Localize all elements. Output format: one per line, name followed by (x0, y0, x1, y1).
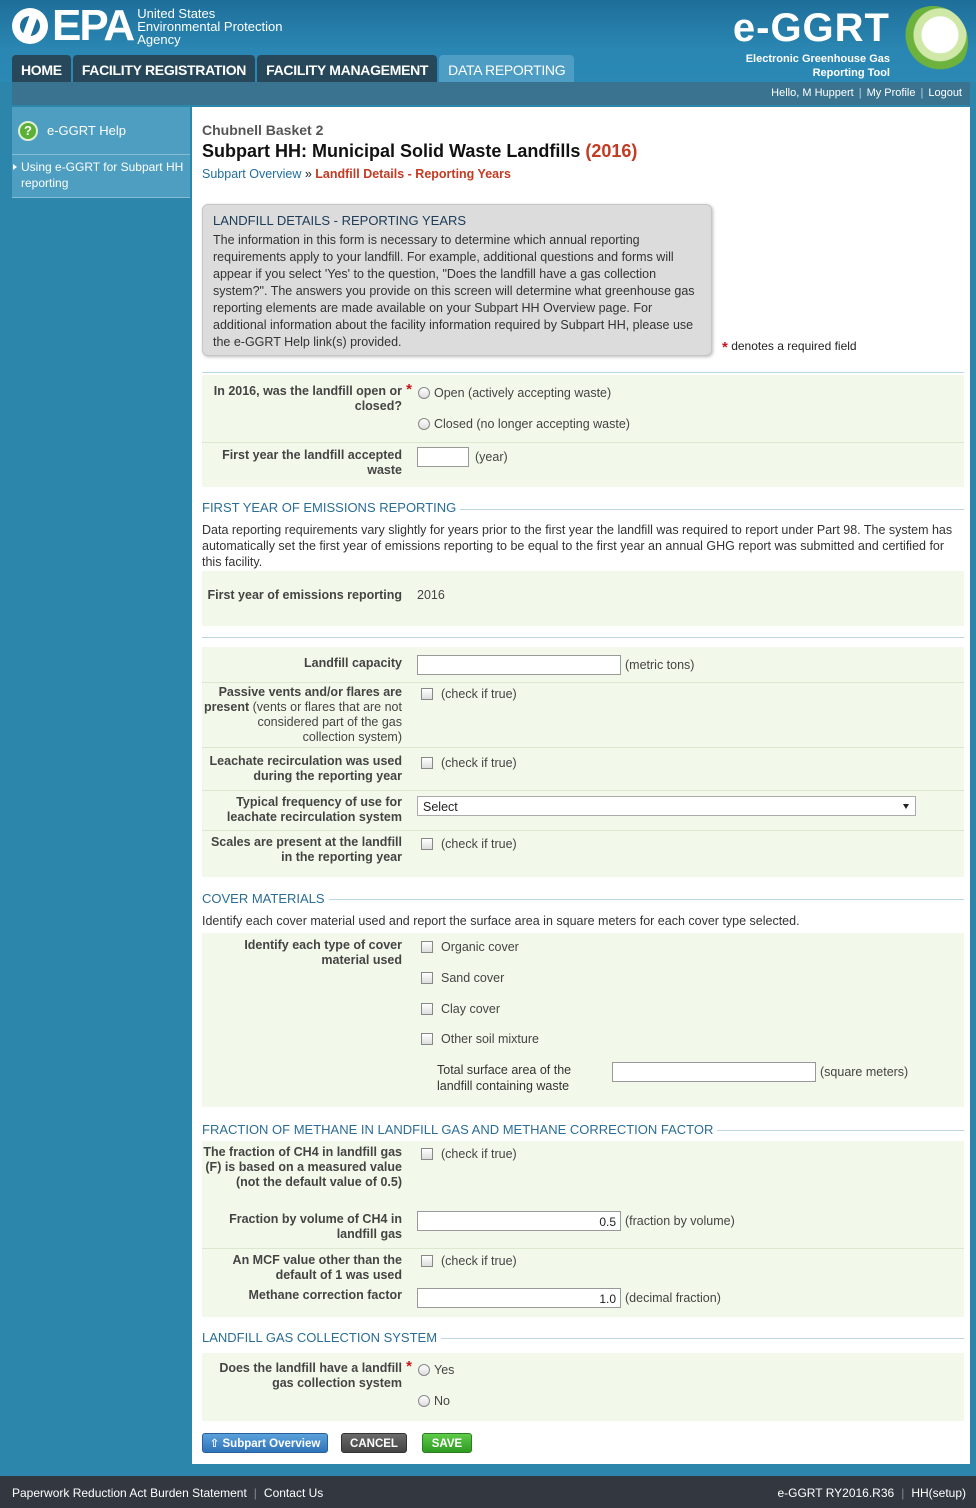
help-title: e-GGRT Help (47, 123, 126, 138)
hello-text: Hello, M Huppert (771, 87, 854, 99)
surface-area-label: Total surface area of the landfill containing waste (437, 1063, 572, 1093)
nav-tab-data-reporting[interactable]: DATA REPORTING (439, 55, 574, 83)
passive-vents-label (202, 685, 402, 745)
eggrt-logo-text: e-GGRT (732, 6, 890, 50)
radio-no-label: No (434, 1394, 450, 1408)
surface-area-input[interactable] (612, 1062, 816, 1082)
ch4-fraction-input[interactable]: 0.5 (417, 1211, 621, 1231)
required-note-text: denotes a required field (731, 339, 857, 353)
section-title-cover: COVER MATERIALS (202, 891, 329, 906)
info-box-title: LANDFILL DETAILS - REPORTING YEARS (213, 213, 467, 228)
checkbox[interactable] (421, 757, 433, 769)
help-header[interactable] (12, 107, 190, 155)
row-divider (202, 682, 964, 683)
frequency-select[interactable]: Select (417, 796, 916, 816)
breadcrumb-subpart-overview[interactable]: Subpart Overview (202, 167, 302, 181)
checkbox-label: (check if true) (441, 837, 517, 851)
divider (202, 372, 964, 373)
leachate-checkbox[interactable] (421, 756, 517, 770)
checkbox-label: Organic cover (441, 940, 519, 954)
ch4-fraction-label: Fraction by volume of CH4 in landfill gas (229, 1212, 402, 1241)
checkbox[interactable] (421, 972, 433, 984)
checkbox[interactable] (421, 941, 433, 953)
cover-type-label: Identify each type of cover material used (244, 938, 402, 967)
mcf-factor-label: Methane correction factor (248, 1288, 402, 1302)
eggrt-logo (728, 4, 968, 80)
agency-name (137, 7, 282, 46)
required-asterisk-icon: * (722, 339, 728, 356)
cover-sand-checkbox[interactable] (421, 971, 504, 985)
agency-line: Agency (137, 31, 181, 47)
scales-checkbox[interactable] (421, 837, 517, 851)
my-profile-link[interactable]: My Profile (866, 87, 916, 99)
emissions-text: Data reporting requirements vary slightly for years prior to the first year the landfill was required to report under Part 98. The system has automatically set the first year of emissions reporting to be equal to the first year an annual GHG report was submitted and certified for this facility. (202, 523, 953, 569)
subtitle-line: Electronic Greenhouse Gas (745, 53, 890, 65)
gas-collection-label (202, 1358, 412, 1391)
paperwork-link[interactable]: Paperwork Reduction Act Burden Statement (12, 1486, 247, 1500)
agency-line: Environmental Protection (137, 18, 283, 34)
bird-logo-icon (898, 6, 968, 78)
measured-fraction-label: The fraction of CH4 in landfill gas (F) is based on a measured value (not the default value of 0.5) (203, 1145, 402, 1189)
info-box-text: The information in this form is necessary to determine which annual reporting requirements apply to your landfill. For example, additional questions and forms will appear if you select 'Yes' to the question, "Does the landfill have a gas collection system?". The answers you provide on this screen will determine what greenhouse gas reporting elements are made available on your Subpart HH Overview page. For additional information about the facility information required by Subpart HH, please use the e-GGRT Help link(s) provided. (213, 233, 695, 349)
subpart-overview-button-label: Subpart Overview (222, 1438, 321, 1450)
open-closed-label (202, 381, 412, 414)
checkbox[interactable] (421, 688, 433, 700)
main-content (192, 107, 970, 1464)
mcf-label: An MCF value other than the default of 1 was used (232, 1253, 402, 1282)
section-title-methane: FRACTION OF METHANE IN LANDFILL GAS AND METHANE CORRECTION FACTOR (202, 1122, 717, 1137)
help-link-subpart-hh[interactable]: Using e-GGRT for Subpart HH reporting (12, 155, 190, 198)
site-header (0, 0, 976, 82)
radio-button[interactable] (418, 1364, 430, 1376)
cover-other-checkbox[interactable] (421, 1032, 539, 1046)
checkbox[interactable] (421, 1003, 433, 1015)
capacity-label: Landfill capacity (304, 656, 402, 670)
breadcrumb (202, 167, 511, 181)
info-box (202, 204, 712, 356)
version-text: e-GGRT RY2016.R36 (777, 1486, 895, 1500)
epa-logo[interactable] (12, 1, 283, 50)
subtitle-line: Reporting Tool (812, 67, 890, 79)
sidebar (12, 107, 190, 198)
nav-tab-home[interactable]: HOME (12, 55, 71, 83)
help-icon: ? (18, 121, 38, 141)
required-field-note (722, 339, 857, 356)
facility-name: Chubnell Basket 2 (202, 122, 324, 138)
radio-gas-no[interactable] (418, 1394, 450, 1408)
checkbox-label: Sand cover (441, 971, 505, 985)
logout-link[interactable]: Logout (928, 87, 962, 99)
arrow-up-icon: ⇧ (209, 1438, 220, 1450)
radio-closed[interactable] (418, 417, 630, 431)
row-divider (202, 830, 964, 831)
capacity-control (417, 655, 694, 675)
main-nav (12, 55, 576, 83)
radio-open-label: Open (actively accepting waste) (434, 386, 612, 400)
divider (202, 637, 964, 638)
eggrt-logo-subtitle (746, 52, 890, 80)
contact-link[interactable]: Contact Us (263, 1486, 324, 1500)
footer (0, 1476, 976, 1508)
section-title-emissions: FIRST YEAR OF EMISSIONS REPORTING (202, 500, 460, 515)
footer-links: Paperwork Reduction Act Burden Statement | Contact Us (12, 1486, 324, 1500)
breadcrumb-separator: » (304, 167, 312, 181)
ch4-fraction-unit: (fraction by volume) (625, 1214, 735, 1228)
save-button[interactable]: SAVE (422, 1433, 472, 1453)
nav-tab-facility-management[interactable]: FACILITY MANAGEMENT (257, 55, 437, 83)
required-asterisk-icon: * (406, 381, 412, 398)
passive-vents-label-note: (vents or flares that are not considered part of the gas collection system) (252, 700, 402, 744)
mcf-checkbox[interactable] (421, 1254, 517, 1268)
required-asterisk-icon: * (406, 1358, 412, 1375)
checkbox[interactable] (421, 838, 433, 850)
cancel-button[interactable]: CANCEL (341, 1433, 407, 1453)
user-bar: Hello, M Huppert | My Profile | Logout (12, 82, 970, 105)
checkbox-label: Clay cover (441, 1002, 501, 1016)
radio-closed-label: Closed (no longer accepting waste) (434, 417, 630, 431)
checkbox[interactable] (421, 1255, 433, 1267)
mcf-factor-input[interactable]: 1.0 (417, 1288, 621, 1308)
checkbox[interactable] (421, 1033, 433, 1045)
surface-area-unit: (square meters) (820, 1065, 909, 1079)
radio-yes-label: Yes (434, 1363, 455, 1377)
gas-collection-label-text: Does the landfill have a landfill gas collection system (219, 1361, 402, 1390)
agency-line: United States (137, 5, 216, 21)
open-closed-label-text: In 2016, was the landfill open or closed? (213, 384, 402, 413)
radio-button[interactable] (418, 418, 430, 430)
first-year-label: First year the landfill accepted waste (222, 448, 402, 477)
row-divider (202, 442, 964, 443)
scales-label: Scales are present at the landfill in the reporting year (210, 835, 402, 864)
radio-button[interactable] (418, 387, 430, 399)
row-divider (202, 1248, 964, 1249)
cover-text: Identify each cover material used and report the surface area in square meters for each cover type selected. (202, 914, 800, 928)
checkbox-label: (check if true) (441, 1254, 517, 1268)
capacity-unit: (metric tons) (625, 658, 695, 672)
emissions-year-value: 2016 (417, 588, 445, 602)
ch4-fraction-control (417, 1211, 735, 1231)
setup-text: HH(setup) (911, 1486, 966, 1500)
passive-vents-label-bold: Passive vents and/or flares are present (203, 685, 402, 714)
checkbox-label: (check if true) (441, 1147, 517, 1161)
page-title-year: (2016) (585, 141, 638, 161)
emissions-year-label: First year of emissions reporting (207, 588, 402, 602)
breadcrumb-current: Landfill Details - Reporting Years (315, 167, 511, 181)
mcf-factor-control (417, 1288, 721, 1308)
section-title-gas-collection: LANDFILL GAS COLLECTION SYSTEM (202, 1330, 441, 1345)
mcf-factor-unit: (decimal fraction) (625, 1291, 721, 1305)
footer-version: e-GGRT RY2016.R36 | HH(setup) (777, 1486, 966, 1500)
subpart-overview-button[interactable] (202, 1433, 328, 1453)
radio-gas-yes[interactable] (418, 1363, 454, 1377)
leachate-label: Leachate recirculation was used during the reporting year (209, 754, 402, 783)
first-year-unit: (year) (475, 450, 508, 464)
page-title-text: Subpart HH: Municipal Solid Waste Landfills (202, 141, 581, 161)
nav-tab-facility-registration[interactable]: FACILITY REGISTRATION (73, 55, 255, 83)
first-year-input[interactable] (417, 447, 469, 467)
checkbox-label: Other soil mixture (441, 1032, 539, 1046)
measured-fraction-checkbox[interactable] (421, 1147, 517, 1161)
radio-button[interactable] (418, 1395, 430, 1407)
checkbox-label: (check if true) (441, 687, 517, 701)
epa-seal-icon (12, 8, 48, 44)
frequency-label: Typical frequency of use for leachate recirculation system (226, 795, 402, 824)
cover-organic-checkbox[interactable] (421, 940, 519, 954)
first-year-control (417, 447, 508, 467)
row-divider (202, 790, 964, 791)
cover-clay-checkbox[interactable] (421, 1002, 500, 1016)
passive-vents-checkbox[interactable] (421, 687, 517, 701)
checkbox[interactable] (421, 1148, 433, 1160)
epa-logo-text: EPA (52, 1, 134, 50)
surface-area-control (612, 1062, 908, 1082)
row-divider (202, 747, 964, 748)
checkbox-label: (check if true) (441, 756, 517, 770)
capacity-input[interactable] (417, 655, 621, 675)
page-title (202, 141, 637, 162)
radio-open[interactable] (418, 386, 611, 400)
